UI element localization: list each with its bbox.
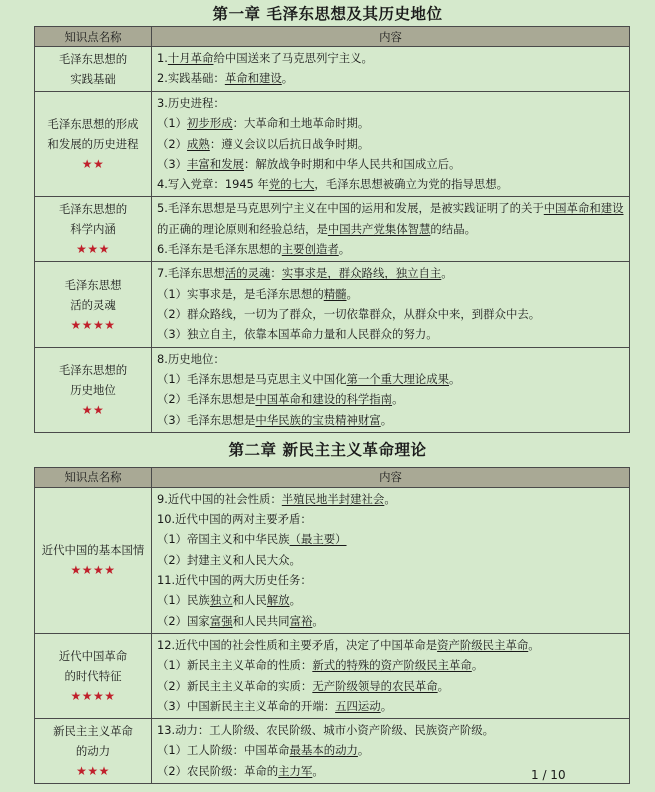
- content-text: （2）农民阶级：革命的: [157, 763, 279, 778]
- knowledge-point-name: [35, 347, 152, 432]
- underlined-keyword: 解放: [266, 593, 290, 608]
- knowledge-point-name: [35, 92, 152, 197]
- content-text: 13.动力：工人阶级、农民阶级、城市小资产阶级、民族资产阶级。: [157, 723, 495, 738]
- header-content: 内容: [152, 467, 630, 487]
- content-text: （3）中国新民主主义革命的开端：: [157, 698, 336, 713]
- content-text: （2）封建主义和人民大众。: [157, 552, 301, 567]
- underlined-keyword: 成熟: [187, 136, 210, 151]
- table-row: [35, 92, 630, 197]
- content-text: 。: [380, 412, 393, 427]
- knowledge-point-name: [35, 47, 152, 92]
- content-line: [157, 509, 624, 529]
- importance-stars: ★★★★: [70, 689, 116, 704]
- content-text: 。: [338, 242, 351, 257]
- underlined-keyword: 无产阶级领导的农民革命: [312, 678, 438, 693]
- content-cell: [152, 92, 630, 197]
- underlined-keyword: 精髓: [323, 286, 347, 301]
- underlined-keyword: 丰富和发展: [187, 156, 244, 171]
- underlined-keyword: 主要创造者: [281, 242, 339, 257]
- content-text: 。: [528, 637, 540, 652]
- knowledge-point-name-line: 毛泽东思想: [64, 277, 122, 292]
- importance-stars: ★★★: [76, 242, 110, 257]
- underlined-keyword: 中国革命和建设: [543, 201, 624, 216]
- content-text: 的结晶。: [430, 221, 476, 236]
- content-text: 7.毛泽东思想: [157, 266, 225, 281]
- header-name: 知识点名称: [35, 27, 152, 47]
- content-text: 。: [380, 698, 393, 713]
- content-line: [157, 263, 624, 283]
- knowledge-point-name-line: 科学内涵: [70, 222, 116, 237]
- underlined-keyword: 最基本的动力: [289, 743, 358, 758]
- knowledge-point-name-line: 近代中国的基本国情: [41, 543, 145, 558]
- content-text: 3.历史进程：: [157, 96, 225, 110]
- knowledge-point-name-line: 毛泽东思想的: [58, 52, 128, 66]
- content-text: （1）工人阶级：中国革命: [157, 743, 290, 758]
- content-line: [157, 550, 624, 570]
- content-line: [157, 410, 624, 430]
- content-line: [157, 68, 624, 88]
- content-text: （1）帝国主义和中华民族: [157, 532, 290, 547]
- content-text: 。: [312, 763, 324, 778]
- underlined-keyword: 活的灵魂: [224, 266, 271, 281]
- knowledge-point-name-line: 的动力: [75, 744, 111, 759]
- knowledge-point-name-line: 毛泽东思想的形成: [47, 117, 139, 132]
- content-text: ：大革命和土地革命时期。: [232, 116, 370, 131]
- underlined-keyword: 富裕: [289, 613, 313, 628]
- knowledge-point-name-line: 新民主主义革命: [53, 724, 133, 739]
- content-text: 4.写入党章：1945 年: [157, 177, 269, 192]
- content-line: [157, 635, 624, 655]
- content-cell: [152, 347, 630, 432]
- underlined-keyword: 主力军: [278, 763, 313, 778]
- content-text: 2.实践基础：: [157, 71, 225, 86]
- content-text: 和人民共同: [232, 613, 290, 628]
- table-row: [35, 262, 630, 347]
- content-text: 。: [281, 71, 294, 86]
- knowledge-point-name: [35, 633, 152, 718]
- content-text: （2）新民主主义革命的实质：: [157, 678, 313, 693]
- table-row: [35, 487, 630, 633]
- chapter1-title: 第一章 毛泽东思想及其历史地位: [212, 5, 443, 23]
- content-line: [157, 720, 624, 740]
- content-text: ：遵义会议以后抗日战争时期。: [209, 136, 370, 151]
- content-text: （2）: [157, 136, 188, 151]
- content-text: 5.毛泽东思想是马克思列宁主义在中国的运用和发展，是被实践证明了的关于: [157, 201, 544, 216]
- content-line: [157, 696, 624, 716]
- underlined-keyword: 富强: [209, 613, 233, 628]
- content-text: 。: [312, 613, 324, 628]
- content-line: [157, 239, 624, 259]
- content-text: 12.近代中国的社会性质和主要矛盾，决定了中国革命是: [157, 637, 438, 652]
- content-text: ：解放战争时期和中华人民共和国成立后。: [244, 156, 461, 171]
- underlined-keyword: 初步形成: [187, 116, 233, 131]
- content-line: [157, 284, 624, 304]
- underlined-keyword: 十月革命: [167, 51, 214, 65]
- content-text: 。: [437, 678, 450, 693]
- content-line: [157, 590, 624, 610]
- content-cell: [152, 197, 630, 262]
- knowledge-point-name-line: 实践基础: [70, 72, 116, 86]
- table-row: [35, 197, 630, 262]
- content-text: ：: [270, 266, 282, 281]
- importance-stars: ★★★: [76, 764, 110, 779]
- content-cell: [152, 487, 630, 633]
- content-text: （1）新民主主义革命的性质：: [157, 658, 313, 673]
- content-line: [157, 389, 624, 409]
- content-line: [157, 676, 624, 696]
- underlined-keyword: 独立: [209, 593, 233, 608]
- knowledge-point-name: [35, 487, 152, 633]
- content-text: （1）民族: [157, 593, 210, 608]
- content-text: （1）实事求是，是毛泽东思想的: [157, 286, 324, 301]
- content-text: 和人民: [232, 593, 267, 608]
- content-line: [157, 93, 624, 113]
- underlined-keyword: 中华民族的宝贵精神财富: [255, 412, 381, 427]
- importance-stars: ★★: [81, 157, 105, 172]
- knowledge-point-name: [35, 719, 152, 784]
- content-text: 6.毛泽东是毛泽东思想的: [157, 242, 282, 257]
- importance-stars: ★★★★: [70, 563, 116, 578]
- knowledge-point-name-line: 历史地位: [70, 382, 116, 397]
- underlined-keyword: 实事求是，群众路线，独立自主: [281, 266, 442, 281]
- content-text: 给中国送来了马克思列宁主义。: [213, 51, 373, 65]
- underlined-keyword: 党的七大: [268, 177, 315, 192]
- page-number: 1 / 10: [531, 768, 566, 782]
- content-line: [157, 349, 624, 369]
- content-cell: [152, 47, 630, 92]
- table-header-row: [35, 27, 630, 47]
- content-text: 。: [357, 743, 370, 758]
- underlined-keyword: 新式的特殊的资产阶级民主革命: [312, 658, 472, 673]
- content-text: 的正确的理论原则和经验总结，是: [157, 221, 328, 236]
- underlined-keyword: 中国革命和建设的科学指南: [255, 392, 393, 407]
- underlined-keyword: 五四运动: [335, 698, 381, 713]
- content-text: （3）毛泽东思想是: [157, 412, 256, 427]
- content-line: [157, 154, 624, 174]
- content-text: 。: [449, 371, 461, 386]
- content-text: ，毛泽东思想被确立为党的指导思想。: [314, 177, 509, 192]
- content-text: 1.: [157, 51, 168, 65]
- knowledge-point-name: [35, 197, 152, 262]
- knowledge-point-name-line: 和发展的历史进程: [47, 137, 139, 152]
- underlined-keyword: 资产阶级民主革命: [437, 637, 529, 652]
- importance-stars: ★★★★: [70, 317, 116, 332]
- content-line: [157, 324, 624, 344]
- knowledge-point-name-line: 的时代特征: [64, 669, 122, 684]
- content-line: [157, 611, 624, 631]
- content-cell: [152, 262, 630, 347]
- knowledge-point-name-line: 活的灵魂: [70, 297, 116, 312]
- header-content: 内容: [152, 27, 630, 47]
- content-line: [157, 489, 624, 509]
- content-line: [157, 134, 624, 154]
- content-text: （2）群众路线，一切为了群众，一切依靠群众，从群众中来，到群众中去。: [157, 307, 541, 322]
- table-header-row: [35, 467, 630, 487]
- content-line: [157, 529, 624, 549]
- content-text: （2）毛泽东思想是: [157, 392, 256, 407]
- chapter2-table: [34, 467, 630, 784]
- underlined-keyword: 半殖民地半封建社会: [281, 491, 385, 506]
- underlined-keyword: 中国共产党集体智慧: [327, 221, 431, 236]
- chapter1-table: [34, 26, 630, 433]
- content-line: [157, 655, 624, 675]
- content-text: 。: [392, 392, 404, 407]
- content-line: [157, 113, 624, 133]
- knowledge-point-name-line: 毛泽东思想的: [58, 202, 128, 217]
- content-text: （2）国家: [157, 613, 210, 628]
- content-line: [157, 48, 624, 68]
- table-row: [35, 47, 630, 92]
- content-cell: [152, 633, 630, 718]
- content-text: 。: [346, 286, 358, 301]
- content-line: [157, 740, 624, 760]
- content-text: （3）: [157, 156, 188, 171]
- content-line: [157, 369, 624, 389]
- content-text: （3）独立自主，依靠本国革命力量和人民群众的努力。: [157, 327, 438, 342]
- content-text: 10.近代中国的两对主要矛盾：: [157, 512, 312, 527]
- underlined-keyword: 第一个重大理论成果: [346, 371, 450, 386]
- content-text: （1）: [157, 116, 188, 131]
- underlined-keyword: 革命和建设: [224, 71, 282, 86]
- content-text: 。: [471, 658, 484, 673]
- knowledge-point-name: [35, 262, 152, 347]
- content-text: 9.近代中国的社会性质：: [157, 491, 282, 506]
- content-text: 。: [289, 593, 301, 608]
- content-line: [157, 174, 624, 194]
- underlined-keyword: （最主要）: [289, 532, 347, 547]
- content-line: [157, 570, 624, 590]
- knowledge-point-name-line: 近代中国革命: [58, 649, 128, 664]
- content-text: 11.近代中国的两大历史任务：: [157, 573, 312, 588]
- content-line: [157, 304, 624, 324]
- table-row: [35, 633, 630, 718]
- knowledge-point-name-line: 毛泽东思想的: [58, 362, 128, 377]
- chapter2-title: 第二章 新民主主义革命理论: [228, 440, 427, 459]
- content-text: （1）毛泽东思想是马克思主义中国化: [157, 371, 347, 386]
- content-line: [157, 198, 624, 239]
- header-name: 知识点名称: [35, 467, 152, 487]
- content-text: 。: [384, 491, 396, 506]
- importance-stars: ★★: [81, 402, 105, 417]
- content-text: 8.历史地位：: [157, 351, 225, 366]
- content-text: 。: [441, 266, 453, 281]
- table-row: [35, 347, 630, 432]
